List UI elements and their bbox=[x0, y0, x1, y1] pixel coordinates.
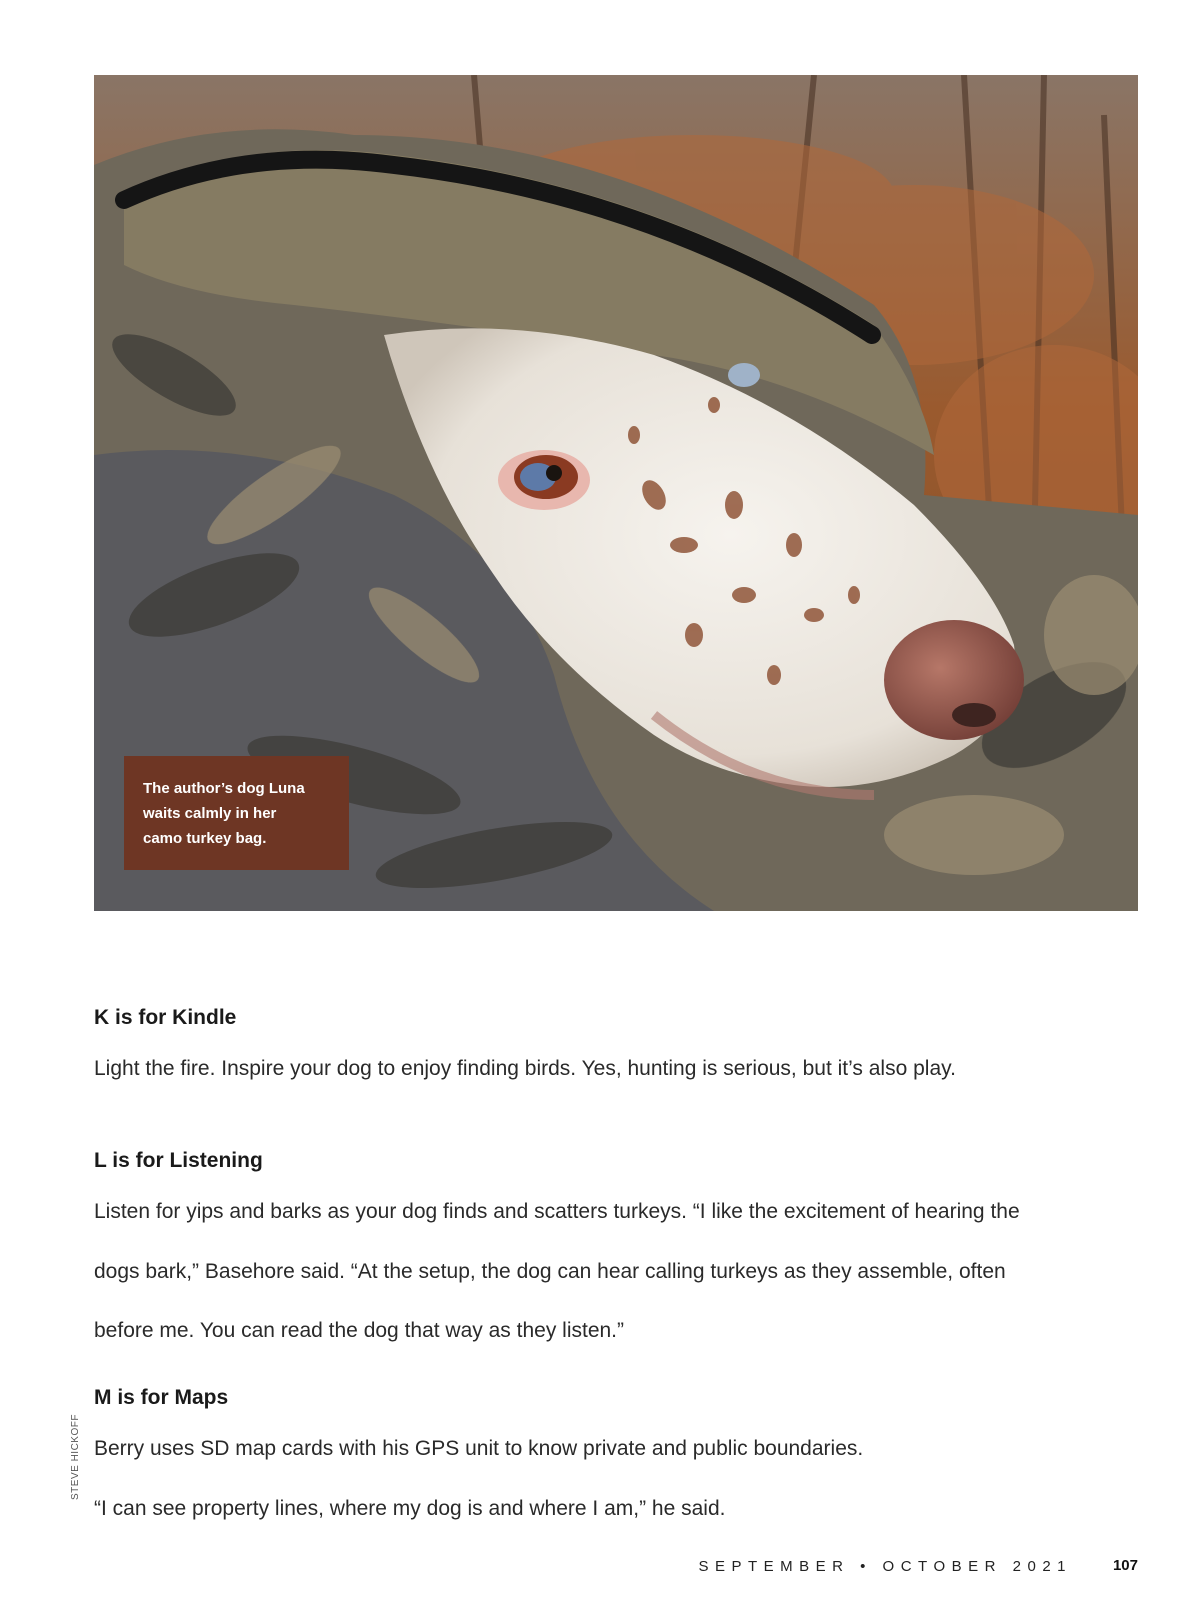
issue-date: SEPTEMBER • OCTOBER 2021 bbox=[698, 1558, 1072, 1575]
paragraph-line: Light the fire. Inspire your dog to enjoy finding birds. Yes, hunting is serious, but it’s also play. bbox=[94, 1057, 956, 1080]
caption-line: waits calmly in her bbox=[143, 805, 277, 822]
section-heading: M is for Maps bbox=[94, 1386, 229, 1409]
caption-line: camo turkey bag. bbox=[143, 830, 267, 847]
section-kindle bbox=[94, 1003, 1144, 1093]
paragraph-line: Berry uses SD map cards with his GPS unit to know private and public boundaries. bbox=[94, 1437, 864, 1460]
dog-photo bbox=[94, 75, 1138, 911]
paragraph-line: dogs bark,” Basehore said. “At the setup, the dog can hear calling turkeys as they assemble, often bbox=[94, 1259, 1006, 1283]
photo-caption bbox=[124, 756, 349, 870]
paragraph-line: before me. You can read the dog that way as they listen.” bbox=[94, 1319, 625, 1342]
section-heading: L is for Listening bbox=[94, 1149, 263, 1172]
section-maps bbox=[94, 1383, 1144, 1532]
page-number: 107 bbox=[1112, 1557, 1138, 1574]
photo-credit: STEVE HICKOFF bbox=[70, 1414, 81, 1500]
paragraph-line: Listen for yips and barks as your dog finds and scatters turkeys. “I like the excitement of hearing the bbox=[94, 1200, 1020, 1223]
caption-line: The author’s dog Luna bbox=[143, 780, 305, 797]
paragraph-line: “I can see property lines, where my dog is and where I am,” he said. bbox=[94, 1496, 726, 1520]
section-listening bbox=[94, 1146, 1144, 1355]
section-heading: K is for Kindle bbox=[94, 1006, 237, 1029]
